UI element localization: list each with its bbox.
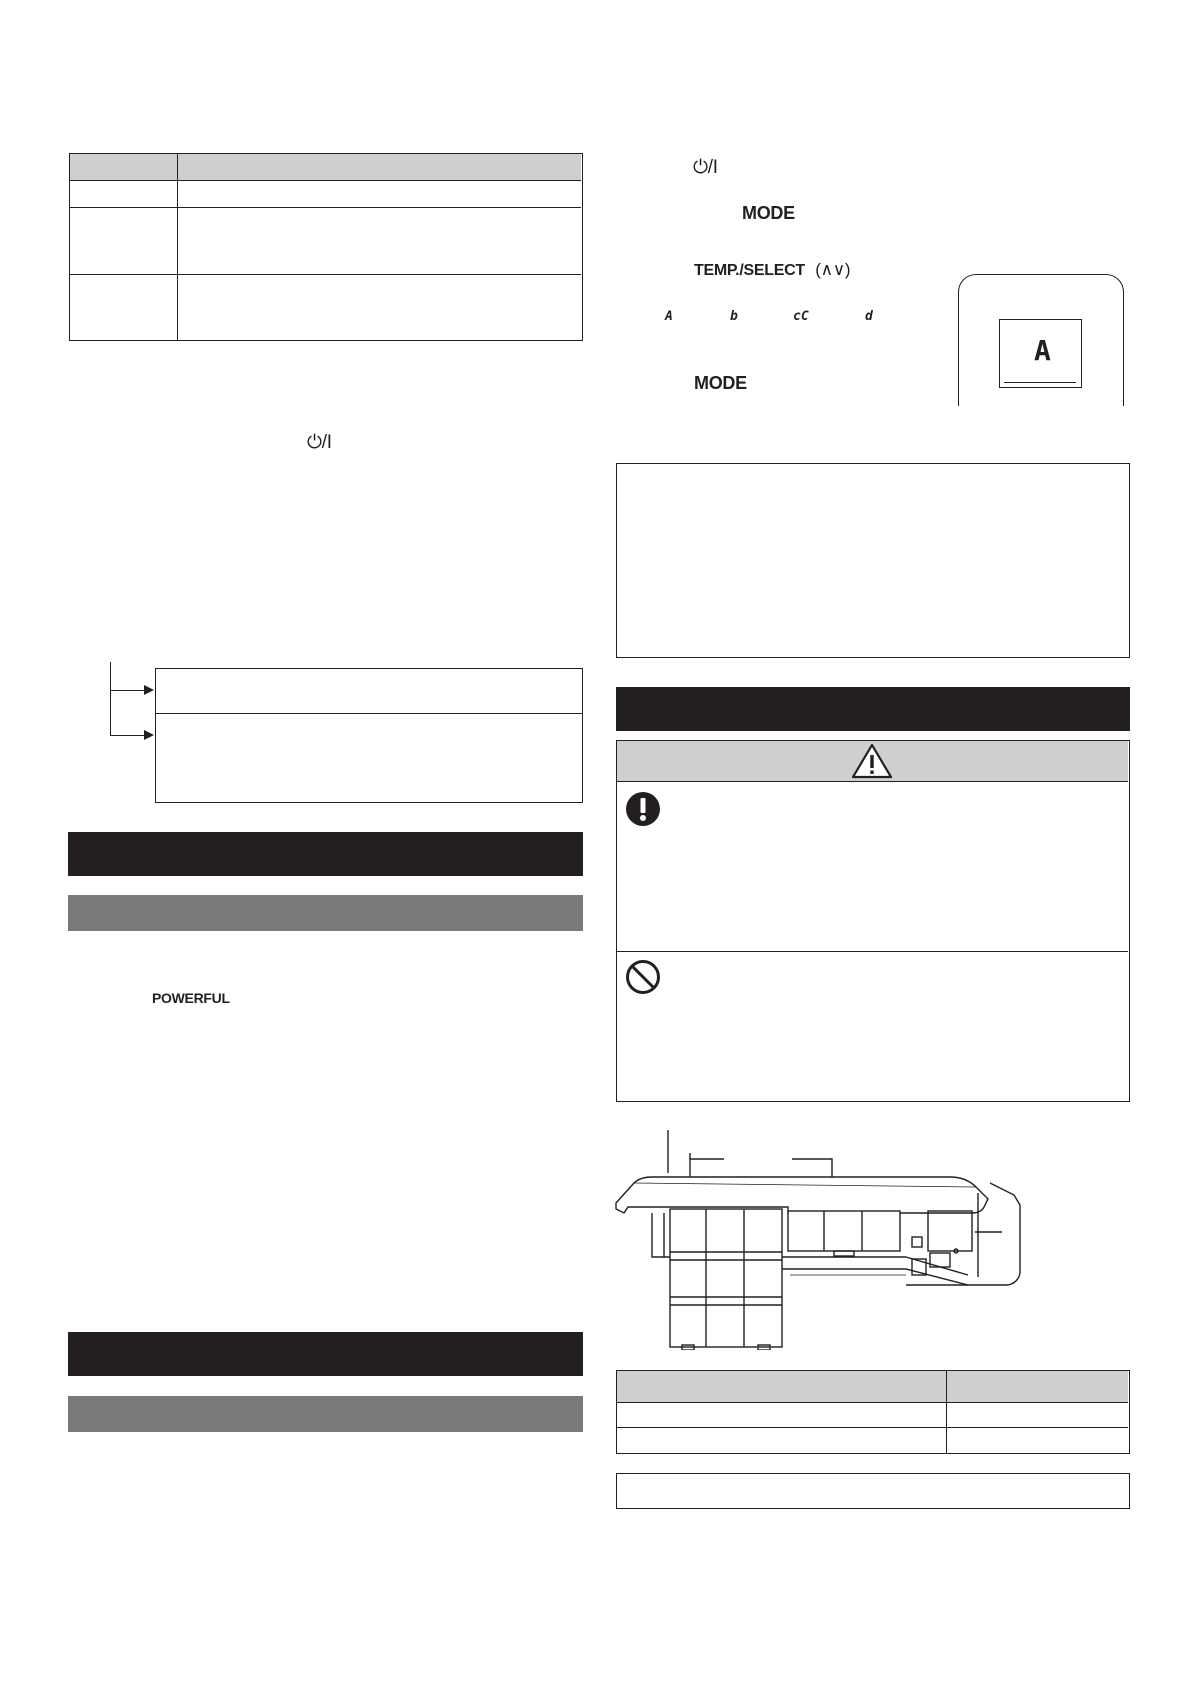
top-table-row-divider	[70, 207, 581, 208]
remote-display-value: A	[1034, 334, 1051, 367]
indoor-unit-filter-illustration	[610, 1125, 1040, 1350]
remote-display-baseline	[1004, 382, 1076, 383]
flow-box-1	[155, 668, 583, 714]
power-key-label: ⏻/I	[693, 157, 718, 178]
segment-option-b: b	[730, 309, 738, 324]
mandatory-action-icon	[625, 791, 661, 827]
warning-header	[617, 741, 1128, 782]
top-table-row-divider	[70, 274, 581, 275]
bottom-note-box	[616, 1473, 1130, 1509]
top-table	[69, 153, 583, 341]
mode-key-label: MODE	[742, 203, 795, 223]
power-key-label: ⏻/I	[307, 432, 332, 453]
flow-connector-line	[110, 662, 111, 735]
note-box	[616, 463, 1130, 658]
segment-option-d: d	[865, 309, 873, 324]
flow-connector-line	[110, 735, 146, 736]
arrow-right-icon	[144, 685, 154, 695]
flow-connector-line	[110, 690, 146, 691]
section-heading-bar	[68, 1332, 583, 1376]
temp-select-key-label: TEMP./SELECT	[694, 262, 805, 279]
bottom-table-header	[617, 1371, 1128, 1403]
section-heading-bar	[68, 832, 583, 876]
bottom-table	[616, 1370, 1130, 1454]
warning-triangle-icon	[851, 743, 893, 779]
remote-display-screen	[999, 319, 1082, 388]
top-table-header	[70, 154, 581, 181]
prohibition-icon	[625, 959, 661, 995]
warning-box	[616, 740, 1130, 1102]
remote-control-illustration	[958, 274, 1126, 406]
mode-key-label-2: MODE	[694, 373, 747, 393]
subsection-heading-bar	[68, 1396, 583, 1432]
segment-option-c: cC	[793, 309, 809, 324]
temp-select-key	[694, 260, 850, 280]
subsection-heading-bar	[68, 895, 583, 931]
top-table-column-divider	[177, 154, 178, 340]
flow-box-2	[155, 713, 583, 803]
segment-option-a: A	[665, 309, 673, 324]
warning-row-divider	[617, 951, 1128, 952]
arrow-right-icon	[144, 730, 154, 740]
section-heading-bar	[616, 687, 1130, 731]
powerful-key-label: POWERFUL	[152, 990, 230, 1006]
bottom-table-row-divider	[617, 1427, 1128, 1428]
temp-select-arrows: (∧∨)	[815, 260, 851, 279]
bottom-table-column-divider	[946, 1371, 947, 1453]
